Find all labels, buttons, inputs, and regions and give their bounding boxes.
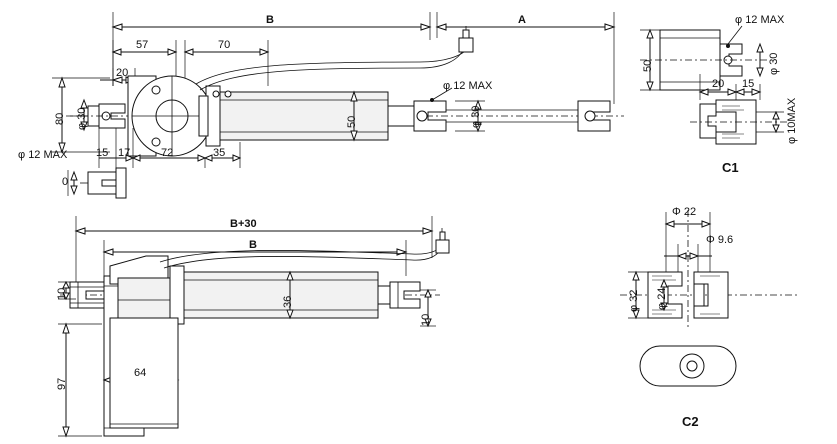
dim-label-20: 20	[116, 67, 129, 79]
dim-label-c1-15: 15	[742, 78, 755, 90]
dim-label-57: 57	[136, 39, 149, 51]
actuator-body-bottom	[170, 266, 378, 324]
dim-label-c1-20: 20	[712, 78, 725, 90]
cable-top	[196, 26, 473, 90]
dim-label-35: 35	[213, 147, 226, 159]
dim-label-0: 0	[62, 176, 69, 188]
detail-c2-plate	[640, 346, 736, 386]
dim-label-72: 72	[161, 147, 174, 159]
dim-label-c1-phi30: φ 30	[768, 52, 780, 75]
dim-label-10-right: 10	[420, 313, 432, 326]
dim-label-phi30-left: φ 30	[76, 107, 88, 130]
dim-label-A-top: A	[518, 14, 526, 26]
dim-label-c1-phi12max: φ 12 MAX	[735, 14, 785, 26]
dim-label-B-top: B	[266, 14, 274, 26]
right-clevis-bottom	[378, 282, 420, 308]
caption-c1: C1	[722, 160, 739, 175]
dim-label-c2-phi96: Φ 9.6	[706, 234, 734, 246]
dim-label-phi12max-mid: φ 12 MAX	[443, 80, 493, 92]
small-bracket-sketch	[68, 168, 126, 198]
detail-c2-body	[620, 210, 800, 330]
dim-label-50-top: 50	[346, 115, 358, 128]
dim-label-97: 97	[56, 377, 68, 390]
dim-label-10-left: 10	[56, 287, 68, 300]
dim-label-36: 36	[282, 295, 294, 308]
dim-label-phi12max-left: φ 12 MAX	[18, 149, 68, 161]
dim-label-17: 17	[118, 147, 131, 159]
dim-label-70: 70	[218, 39, 231, 51]
dim-label-64: 64	[134, 367, 147, 379]
dim-label-c1-phi10max: φ 10MAX	[786, 97, 798, 144]
dim-label-phi30-right: φ 30	[470, 105, 482, 128]
dim-label-c2-phi32: φ 32	[628, 289, 640, 312]
dim-label-Bplus30: B+30	[230, 218, 257, 230]
dim-label-B-bottom: B	[249, 239, 257, 251]
dim-label-15: 15	[96, 147, 109, 159]
dim-label-80: 80	[54, 112, 66, 125]
actuator-body-top	[199, 86, 388, 146]
dim-label-c2-phi22: Φ 22	[672, 206, 697, 218]
dim-label-c2-phi24: φ 24	[656, 287, 668, 310]
dim-label-c1-50: 50	[642, 59, 654, 72]
caption-c2: C2	[682, 414, 699, 429]
